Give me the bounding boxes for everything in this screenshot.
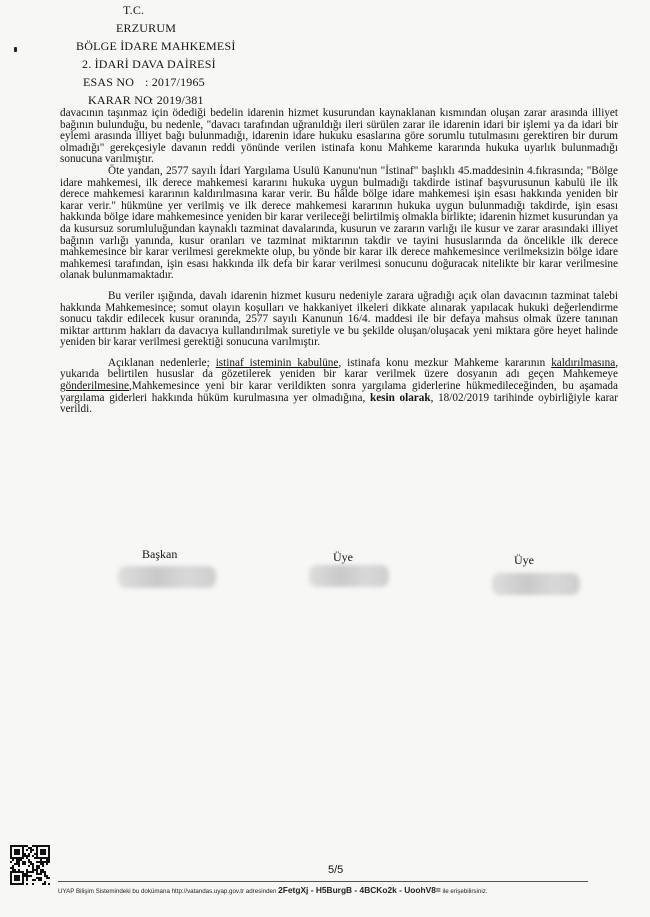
footer-text-b: ile erişebilirsiniz. [440,888,488,895]
paragraph-3: Bu veriler ışığında, davalı idarenin hizmet kusuru nedeniyle zarara uğradığı açık olan davacının tazminat talebi hakkında Mahkemesince; somut olayın koşulları ve hakkaniyet ilkeleri dikkate alınarak yapılacak hukuki değerlendirme sonucu takdir edilecek kusur oranında, 2577 sayılı Kanunun 16/4. maddesi ile bir defaya mahsus olmak üzere tanınan miktar arttırım hakları da davacıya kullandırılmak suretiyle ve bu şekilde oluşan/oluşacak yeni miktara göre heyet halinde yeniden bir karar verilmesi gerektiği sonucuna varılmıştır. [60,289,618,349]
signature-president-label: Başkan [142,547,178,561]
header-karar [88,93,204,108]
p4-intro: Açıklanan nedenlerle; [108,356,216,369]
redacted-signature-member2 [492,573,580,595]
stray-mark [14,47,17,52]
p4-kaldirilmasina: kaldırılmasına [551,356,616,369]
header-city: ERZURUM [116,21,177,35]
qr-code-icon [10,845,50,890]
p4-text-3: ,Mahkemesince yeni bir karar verildikten sonra yargılama giderlerine hükmedileceğinden, bu aşamada yargılama giderleri hakkında hüküm kurulmasına yer olmadığına, [60,380,618,404]
header-chamber: 2. İDARİ DAVA DAİRESİ [82,57,216,71]
p4-kesin-olarak: kesin olarak [369,391,431,404]
karar-label: KARAR NO [88,93,152,107]
footer-text-a: UYAP Bilişim Sistemindeki bu dokümana http://vatandas.uyap.gov.tr adresinden [58,888,279,895]
signature-member2-label: Üye [514,553,534,567]
p4-text-1: , istinafa konu mezkur Mahkeme kararının [338,356,552,369]
karar-value: : 2019/381 [150,93,204,107]
footer-code: 2FetgXj - H5BurgB - 4BCKo2k - UoohV8= [278,885,441,895]
header-court: BÖLGE İDARE MAHKEMESİ [76,39,236,53]
page-number: 5/5 [328,864,344,876]
redacted-signature-member1 [309,565,389,587]
signature-member1-label: Üye [333,550,353,564]
redacted-signature-president [118,566,216,588]
paragraph-4 [60,358,618,416]
header-tc: T.C. [123,3,145,17]
p4-gonderilmesine: gönderilmesine [60,380,129,393]
p4-istinaf-kabul: istinaf isteminin kabulüne [215,356,339,369]
paragraph-1: davacının taşınmaz için ödediği bedelin idarenin hizmet kusurundan kaynaklanan kısmından oluşan zarar arasında illiyet bağının bulunduğu, bu nedenle, "davacı tarafından uğranıldığı ileri sürülen zarar ile idarenin idari bir işlemi ya da idari bir eylemi arasında illiyet bağı bulunmadığı, idarenin idare hukuku esaslarına göre sorumlu tutulmasını gerektiren bir durum olmadığı" gerekçesiyle davanın reddi yönünde verilen istinafa konu Mahkeme kararında hukuka uyarlık bulunmadığı sonucuna varılmıştır. [60,107,618,166]
footer-verification [58,885,488,895]
p4-text-2: , yukarıda belirtilen hususlar da gözetilerek yeniden bir karar verilmek üzere dosyanın adı geçen Mahkemeye [60,356,618,381]
body-text [60,108,618,416]
esas-value: : 2017/1965 [145,75,205,89]
footer-rule [58,881,588,882]
p4-text-4: , 18/02/2019 tarihinde oybirliğiyle karar verildi. [60,391,618,416]
header-esas [83,75,205,90]
esas-label: ESAS NO [83,75,135,89]
paragraph-2: Öte yandan, 2577 sayılı İdari Yargılama Usulü Kanunu'nun "İstinaf" başlıklı 45.maddesinin 4.fıkrasında; "Bölge idare mahkemesi, ilk derece mahkemesi kararını hukuka uygun bulmadığı takdirde istinaf başvurusunun kabulü ile ilk derece mahkemesi kararının kaldırılmasına karar verir. Bu hâlde bölge idare mahkemesi işin esası hakkında yeniden bir karar verir." hükmüne yer verilmiş ve ilk derece mahkemesi kararının hukuka uygun bulunmadığı takdirde, işin esası hakkında bölge idare mahkemesince yeniden bir karar verileceği belirtilmiş olmakla birlikte; idarenin hizmet kusurundan ya da kusursuz sorumluluğundan kaynaklı tazminat davalarında, kusurun ve zararın varlığı ile kusur ve zarar arasındaki illiyet bağının varlığı yanında, kusur oranları ve tazminat miktarının takdir ve tayini hususlarında da öncelikle ilk derece mahkemesince bir karar verilmesi gerekmekte olup, bu yönde bir karar ilk derece mahkemesince verilmeksizin bölge idare mahkemesi tarafından, işin esası hakkında ilk defa bir karar verilmesi sonucunu doğuracak nitelikte bir karar verilmesine olanak bulunmamaktadır. [60,164,618,282]
